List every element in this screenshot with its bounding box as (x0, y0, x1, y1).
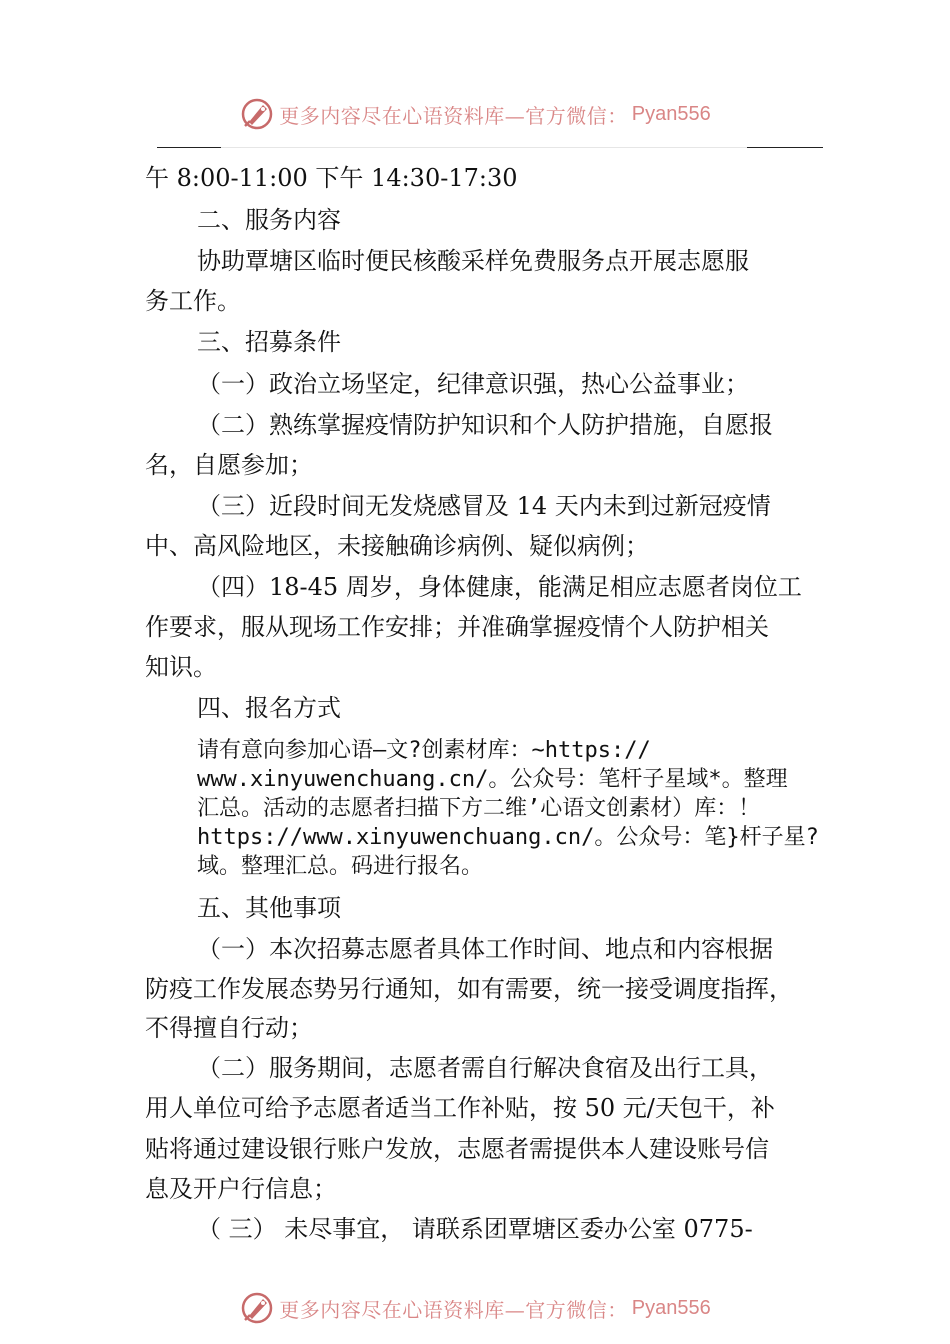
header-rule-middle (221, 147, 747, 148)
registration-text-line: 汇总。活动的志愿者扫描下方二维’心语文创素材）库：！ (197, 796, 761, 821)
header-wechat-id: Pyan556 (631, 102, 711, 125)
paragraph-line: 午 8:00-11:00 下午 14:30-17:30 (145, 164, 518, 192)
header-rule-left (157, 147, 221, 148)
section-heading-recruit-conditions: 三、招募条件 (197, 328, 341, 356)
paragraph-line: 中、高风险地区，未接触确诊病例、疑似病例； (145, 532, 649, 560)
header-rule-right (747, 147, 823, 148)
paragraph-line: （一）政治立场坚定，纪律意识强，热心公益事业； (197, 370, 749, 398)
section-heading-registration: 四、报名方式 (197, 694, 341, 722)
paragraph-line: 协助覃塘区临时便民核酸采样免费服务点开展志愿服 (197, 247, 749, 275)
header-banner (0, 94, 950, 134)
paragraph-line: （二）服务期间，志愿者需自行解决食宿及出行工具， (197, 1054, 773, 1082)
registration-text-line: www.xinyuwenchuang.cn/。公众号：笔杆子星域*。整理 (197, 767, 788, 792)
paragraph-line: 名，自愿参加； (145, 451, 313, 479)
paragraph-line: （四）18-45 周岁，身体健康，能满足相应志愿者岗位工 (197, 573, 802, 601)
paragraph-line: 知识。 (145, 653, 217, 681)
header-banner-text: 更多内容尽在心语资料库—官方微信： (279, 103, 628, 128)
section-heading-other-matters: 五、其他事项 (197, 894, 341, 922)
paragraph-line: （二）熟练掌握疫情防护知识和个人防护措施，自愿报 (197, 411, 773, 439)
registration-text-line: https://www.xinyuwenchuang.cn/。公众号：笔}杆子星? (197, 825, 819, 850)
paragraph-line: （一）本次招募志愿者具体工作时间、地点和内容根据 (197, 935, 773, 963)
paragraph-line: 贴将通过建设银行账户发放，志愿者需提供本人建设账号信 (145, 1135, 769, 1163)
footer-banner-text: 更多内容尽在心语资料库—官方微信： (279, 1297, 628, 1322)
pen-nib-logo-icon (239, 96, 275, 132)
paragraph-line: 息及开户行信息； (145, 1175, 337, 1203)
paragraph-line: 作要求，服从现场工作安排；并准确掌握疫情个人防护相关 (145, 613, 769, 641)
paragraph-line: （三）近段时间无发烧感冒及 14 天内未到过新冠疫情 (197, 492, 771, 520)
footer-banner (0, 1288, 950, 1328)
pen-nib-logo-icon (239, 1290, 275, 1326)
footer-wechat-id: Pyan556 (631, 1296, 711, 1319)
paragraph-line: 务工作。 (145, 287, 241, 315)
paragraph-line: （ 三） 未尽事宜， 请联系团覃塘区委办公室 0775- (197, 1215, 753, 1243)
registration-text-line: 域。整理汇总。码进行报名。 (197, 854, 484, 879)
paragraph-line: 防疫工作发展态势另行通知，如有需要，统一接受调度指挥， (145, 975, 793, 1003)
section-heading-service-content: 二、服务内容 (197, 206, 341, 234)
paragraph-line: 不得擅自行动； (145, 1014, 313, 1042)
paragraph-line: 用人单位可给予志愿者适当工作补贴，按 50 元/天包干，补 (145, 1094, 775, 1122)
registration-text-line: 请有意向参加心语—文?创素材库：~https:// (197, 738, 651, 763)
